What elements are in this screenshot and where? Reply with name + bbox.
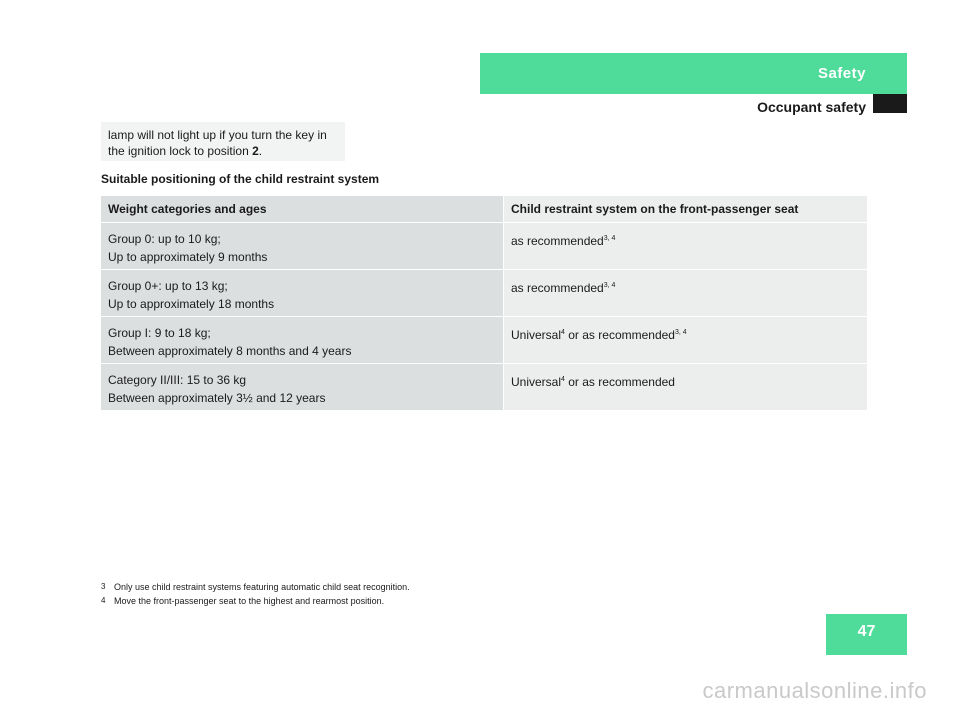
system-text: Universal [511,328,562,342]
carryover-line-2-post: . [258,144,263,158]
footnotes [101,580,410,608]
footnote [101,580,410,594]
footnote-text: Move the front-passenger seat to the highest and rearmost position. [114,596,385,606]
weight-cell [101,317,504,364]
carryover-line-1: lamp will not light up if you turn the key in [108,128,327,142]
system-cell [504,270,868,317]
weight-age: Between approximately 3½ and 12 years [108,391,326,405]
section-marker [873,94,907,113]
table-row [101,223,867,270]
table-heading: Suitable positioning of the child restraint system [101,172,380,186]
footnote-text: Only use child restraint systems featuring automatic child seat recognition. [114,582,410,592]
footnote-ref: 3, 4 [603,235,616,242]
carryover-position: 2 [252,144,259,158]
system-text-cont: or as recommended [564,328,675,342]
carryover-line-2-pre: the ignition lock to position [108,144,253,158]
subsection-title: Occupant safety [757,99,866,115]
footnote-ref: 3, 4 [603,282,616,289]
weight-group: Group I: 9 to 18 kg; [108,326,211,340]
footnote-ref: 4 [561,376,565,383]
weight-age: Up to approximately 18 months [108,297,275,311]
system-cell [504,317,868,364]
footnote-ref: 3, 4 [674,329,687,336]
system-text-cont: or as recommended [564,375,675,389]
weight-cell [101,223,504,270]
table-row [101,364,867,411]
weight-cell [101,270,504,317]
page-number-label: 47 [857,623,876,640]
weight-age: Up to approximately 9 months [108,250,268,264]
footnote-number: 3 [101,582,106,591]
section-tab [480,53,907,94]
system-cell [504,364,868,411]
table-row [101,317,867,364]
weight-group: Group 0+: up to 13 kg; [108,279,228,293]
system-cell [504,223,868,270]
footnote [101,594,410,608]
section-label: Safety [817,65,866,82]
footnote-ref: 4 [561,329,565,336]
weight-cell [101,364,504,411]
footnote-number: 4 [101,596,106,605]
child-restraint-table [101,196,867,411]
watermark: carmanualsonline.info [702,678,927,703]
weight-age: Between approximately 8 months and 4 years [108,344,352,358]
column-header-weight: Weight categories and ages [101,196,504,223]
system-text: as recommended [511,234,604,248]
table-header-row [101,196,867,223]
weight-group: Group 0: up to 10 kg; [108,232,221,246]
column-header-system: Child restraint system on the front-passenger seat [504,196,868,223]
table-row [101,270,867,317]
system-text: as recommended [511,281,604,295]
system-text: Universal [511,375,562,389]
carryover-text-box [101,122,345,161]
page-number [826,614,907,655]
weight-group: Category II/III: 15 to 36 kg [108,373,247,387]
